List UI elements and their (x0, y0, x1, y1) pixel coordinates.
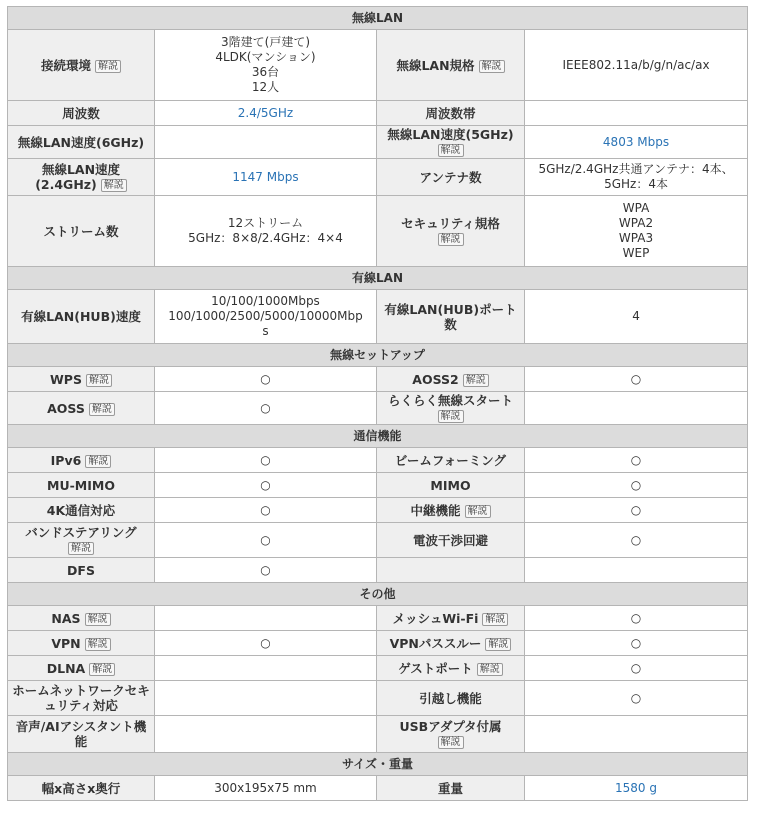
ipv6-label-cell (8, 448, 155, 473)
wired-ports-value: 4 (525, 290, 748, 344)
wired-speed-label: 有線LAN(HUB)速度 (8, 290, 155, 344)
nas-label-cell (8, 606, 155, 631)
ipv6-help-button[interactable]: 解説 (85, 455, 111, 468)
wired-speed-value-1: 10/100/1000Mbps (211, 294, 320, 308)
vpn-label-cell (8, 631, 155, 656)
home-security-label: ホームネットワークセキュリティ対応 (8, 681, 155, 716)
weight-value[interactable]: 1580 g (525, 776, 748, 801)
stream-value-2: 5GHz：8×8/2.4GHz：4×4 (188, 231, 343, 245)
stream-value-cell (155, 196, 377, 267)
standard-value: IEEE802.11a/b/g/n/ac/ax (525, 30, 748, 101)
security-value-cell (525, 196, 748, 267)
beamforming-circle-icon: ○ (525, 448, 748, 473)
empty-value (525, 558, 748, 583)
vpn-pass-help-button[interactable]: 解説 (485, 638, 511, 651)
aoss-help-button[interactable]: 解説 (89, 403, 115, 416)
dlna-label-cell (8, 656, 155, 681)
move-label: 引越し機能 (377, 681, 525, 716)
mu-mimo-label: MU-MIMO (8, 473, 155, 498)
section-size-weight: サイズ・重量 (8, 753, 748, 776)
wps-circle-icon: ○ (155, 367, 377, 392)
vpn-label: VPN (51, 635, 81, 651)
env-label-cell (8, 30, 155, 101)
env-value-apartment: 4LDK(マンション) (215, 50, 316, 64)
band-steering-label: バンドステアリング (25, 524, 137, 540)
env-value-cell (155, 30, 377, 101)
move-circle-icon: ○ (525, 681, 748, 716)
dfs-circle-icon: ○ (155, 558, 377, 583)
security-wpa2: WPA2 (618, 216, 654, 230)
guest-port-help-button[interactable]: 解説 (477, 663, 503, 676)
guest-port-label: ゲストポート (398, 660, 473, 676)
mesh-label-cell (377, 606, 525, 631)
usb-label-cell (377, 716, 525, 753)
stream-value-1: 12ストリーム (227, 216, 304, 230)
nas-value (155, 606, 377, 631)
home-security-value (155, 681, 377, 716)
standard-label-cell (377, 30, 525, 101)
band-steering-label-cell (8, 523, 155, 558)
ipv6-label: IPv6 (50, 452, 82, 468)
guest-port-label-cell (377, 656, 525, 681)
dlna-value (155, 656, 377, 681)
speed5-help-button[interactable]: 解説 (438, 144, 464, 157)
aoss2-label-cell (377, 367, 525, 392)
relay-help-button[interactable]: 解説 (465, 505, 491, 518)
empty-label (377, 558, 525, 583)
antenna-value-1: 5GHz/2.4GHz共通アンテナ：4本、 (538, 162, 734, 176)
relay-circle-icon: ○ (525, 498, 748, 523)
mu-mimo-circle-icon: ○ (155, 473, 377, 498)
4k-circle-icon: ○ (155, 498, 377, 523)
speed24-help-button[interactable]: 解説 (101, 179, 127, 192)
vpn-help-button[interactable]: 解説 (85, 638, 111, 651)
aoss2-help-button[interactable]: 解説 (463, 374, 489, 387)
rakuraku-label-cell (377, 392, 525, 425)
speed5-label: 無線LAN速度(5GHz) (387, 126, 514, 142)
relay-label: 中継機能 (410, 502, 461, 518)
ipv6-circle-icon: ○ (155, 448, 377, 473)
dlna-label: DLNA (46, 660, 86, 676)
dlna-help-button[interactable]: 解説 (89, 663, 115, 676)
security-wep: WEP (622, 246, 650, 260)
vpn-pass-circle-icon: ○ (525, 631, 748, 656)
freq-label: 周波数 (8, 101, 155, 126)
speed5-label-cell (377, 126, 525, 159)
aoss2-circle-icon: ○ (525, 367, 748, 392)
aoss-circle-icon: ○ (155, 392, 377, 425)
env-value-devices: 36台 (251, 65, 280, 79)
section-communication: 通信機能 (8, 425, 748, 448)
beamforming-label: ビームフォーミング (377, 448, 525, 473)
security-label-cell (377, 196, 525, 267)
mimo-label: MIMO (377, 473, 525, 498)
standard-label: 無線LAN規格 (396, 57, 475, 73)
weight-label: 重量 (377, 776, 525, 801)
mimo-circle-icon: ○ (525, 473, 748, 498)
dfs-label: DFS (8, 558, 155, 583)
standard-help-button[interactable]: 解説 (479, 60, 505, 73)
antenna-label: アンテナ数 (377, 159, 525, 196)
wps-label: WPS (50, 371, 82, 387)
band-value (525, 101, 748, 126)
stream-label: ストリーム数 (8, 196, 155, 267)
vpn-circle-icon: ○ (155, 631, 377, 656)
nas-help-button[interactable]: 解説 (85, 613, 111, 626)
antenna-value-cell (525, 159, 748, 196)
band-steering-circle-icon: ○ (155, 523, 377, 558)
speed24-value[interactable]: 1147 Mbps (155, 159, 377, 196)
wired-speed-value-2: 100/1000/2500/5000/10000Mbp (168, 309, 363, 323)
env-value-house: 3階建て(戸建て) (221, 35, 310, 49)
usb-help-button[interactable]: 解説 (438, 736, 464, 749)
security-wpa: WPA (622, 201, 650, 215)
security-wpa3: WPA3 (618, 231, 654, 245)
wps-help-button[interactable]: 解説 (86, 374, 112, 387)
mesh-label: メッシュWi-Fi (392, 610, 479, 626)
speed24-label-1: 無線LAN速度 (41, 162, 121, 177)
usb-value (525, 716, 748, 753)
voice-assistant-value (155, 716, 377, 753)
speed6-value (155, 126, 377, 159)
security-label: セキュリティ規格 (401, 215, 500, 231)
section-wireless-setup: 無線セットアップ (8, 344, 748, 367)
section-wired-lan: 有線LAN (8, 267, 748, 290)
wps-label-cell (8, 367, 155, 392)
guest-port-circle-icon: ○ (525, 656, 748, 681)
vpn-pass-label-cell (377, 631, 525, 656)
speed24-label-cell (8, 159, 155, 196)
wired-speed-value-cell (155, 290, 377, 344)
rakuraku-value (525, 392, 748, 425)
usb-label: USBアダプタ付属 (399, 718, 502, 734)
spec-table (7, 6, 748, 801)
band-label: 周波数帯 (377, 101, 525, 126)
env-label: 接続環境 (40, 57, 91, 73)
interference-circle-icon: ○ (525, 523, 748, 558)
aoss-label-cell (8, 392, 155, 425)
env-value-people: 12人 (251, 80, 280, 94)
freq-value[interactable]: 2.4/5GHz (155, 101, 377, 126)
dims-label: 幅x高さx奥行 (8, 776, 155, 801)
nas-label: NAS (51, 610, 81, 626)
section-wireless-lan: 無線LAN (8, 7, 748, 30)
speed24-label-2: (2.4GHz) (35, 177, 97, 192)
4k-label: 4K通信対応 (8, 498, 155, 523)
interference-label: 電波干渉回避 (377, 523, 525, 558)
speed5-value[interactable]: 4803 Mbps (525, 126, 748, 159)
mesh-help-button[interactable]: 解説 (482, 613, 508, 626)
band-steering-help-button[interactable]: 解説 (68, 542, 94, 555)
rakuraku-label: らくらく無線スタート (387, 392, 513, 408)
voice-assistant-label: 音声/AIアシスタント機能 (8, 716, 155, 753)
mesh-circle-icon: ○ (525, 606, 748, 631)
dims-value: 300x195x75 mm (155, 776, 377, 801)
wired-ports-label: 有線LAN(HUB)ポート数 (377, 290, 525, 344)
antenna-value-2: 5GHz：4本 (604, 177, 668, 191)
security-help-button[interactable]: 解説 (438, 233, 464, 246)
relay-label-cell (377, 498, 525, 523)
vpn-pass-label: VPNパススルー (389, 635, 482, 651)
aoss-label: AOSS (47, 400, 85, 416)
speed6-label: 無線LAN速度(6GHz) (8, 126, 155, 159)
aoss2-label: AOSS2 (412, 371, 459, 387)
env-help-button[interactable]: 解説 (95, 60, 121, 73)
section-other: その他 (8, 583, 748, 606)
wired-speed-value-3: s (262, 324, 269, 338)
rakuraku-help-button[interactable]: 解説 (438, 410, 464, 423)
